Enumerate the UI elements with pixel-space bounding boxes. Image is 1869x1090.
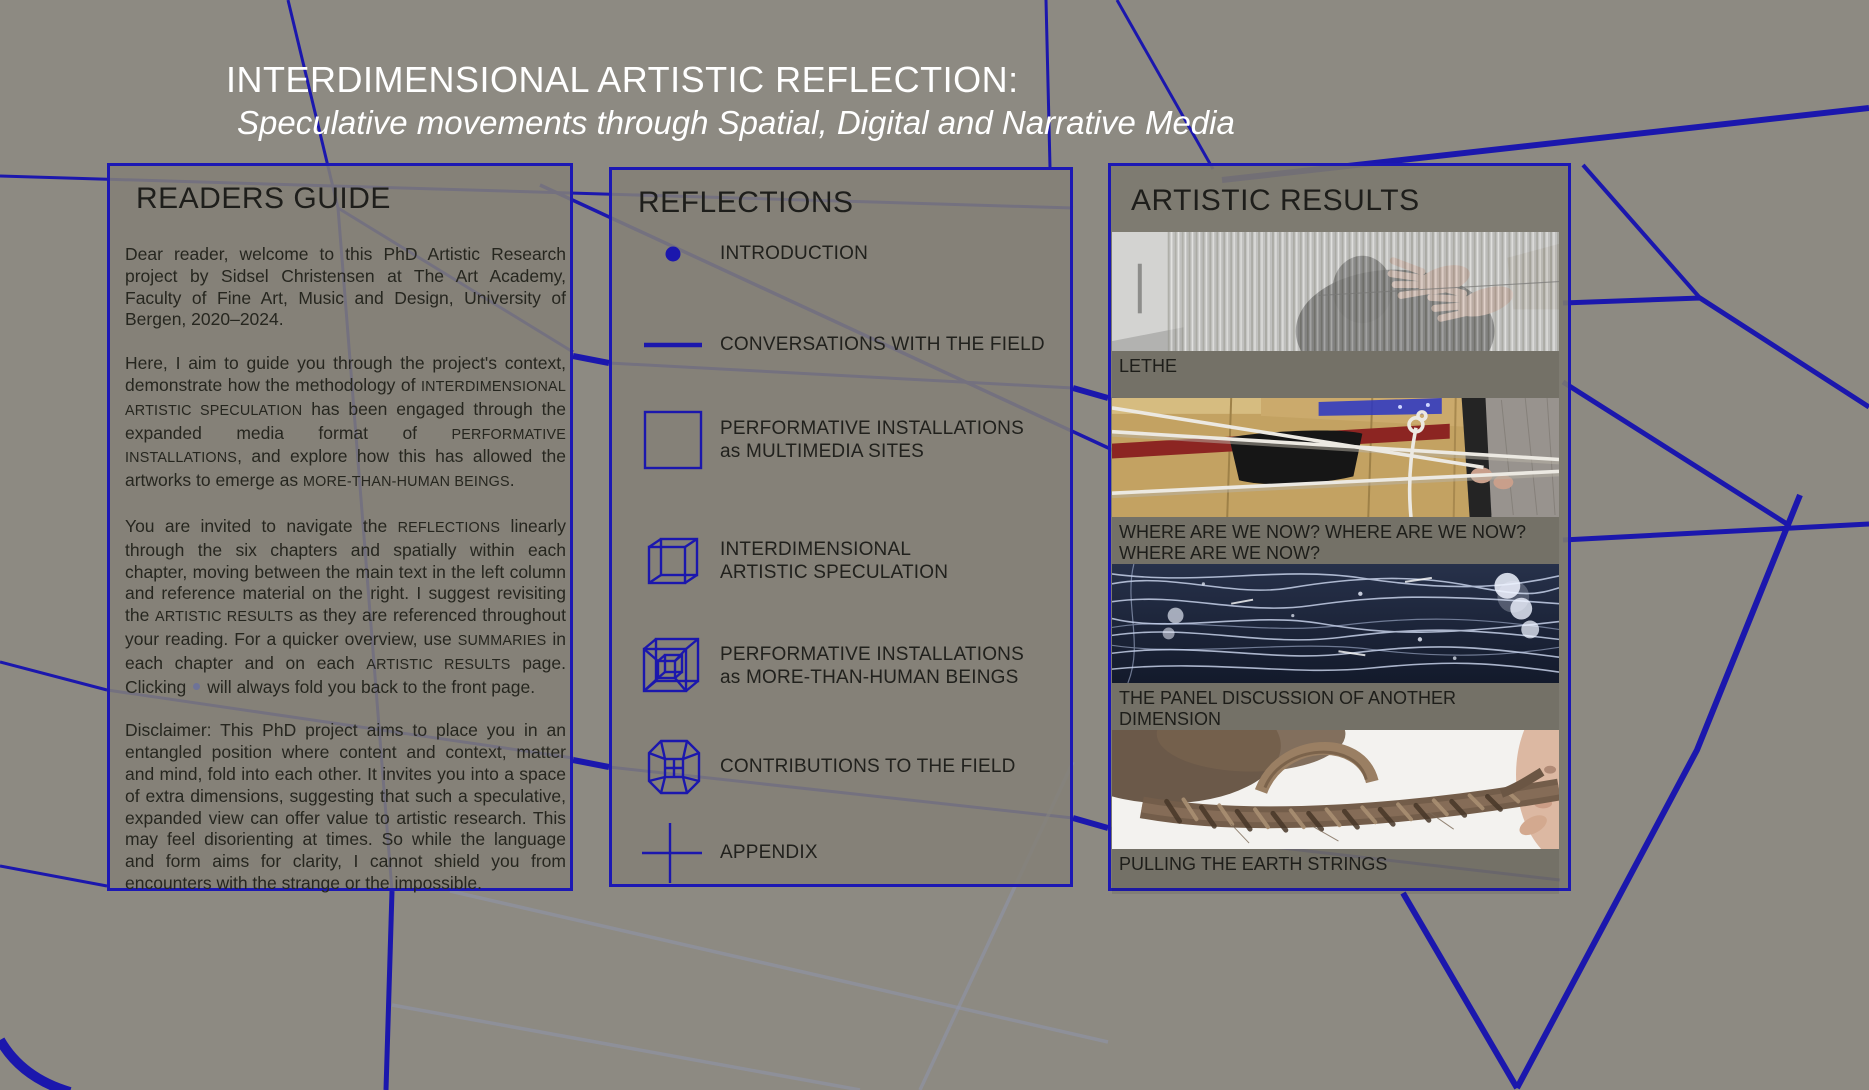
reflections-item-label: PERFORMATIVE INSTALLATIONS as MULTIMEDIA SITES [720,417,1024,462]
result-item-where-are-we-now[interactable] [1111,398,1568,564]
page-subtitle: Speculative movements through Spatial, Digital and Narrative Media [237,104,1235,141]
reflections-item-conversations-with-the-field[interactable] [636,305,1060,385]
result-item-lethe[interactable] [1111,232,1568,398]
page-header [226,58,1235,144]
readers-guide-paragraph-2: Here, I aim to guide you through the project's context, demonstrate how the methodology of INTERDIMENSIONAL ARTISTIC SPECULATION has been engaged through the expanded media format of PERFORMATIVE INSTALLATIONS, and explore how this has allowed the artworks to emerge as MORE-THAN-HUMAN BEINGS. [125,353,567,491]
readers-guide-panel [107,163,573,891]
cube-icon [636,529,710,593]
result-caption-where-are-we-now: WHERE ARE WE NOW? WHERE ARE WE NOW? WHERE ARE WE NOW? [1112,517,1559,564]
lethe-thumbnail[interactable] [1112,232,1559,351]
plus-icon [636,820,710,886]
readers-guide-paragraph-1: Dear reader, welcome to this PhD Artistic Research project by Sidsel Christensen at The Art Academy, Faculty of Fine Art, Music and Design, University of Bergen, 2020–2024. [125,244,566,330]
readers-guide-paragraph-4: Disclaimer: This PhD project aims to place you in an entangled position where content and context, matter and mind, fold into each other. It invites you into a space of extra dimensions, suggesting that such a speculative, expanded view can offer value to artistic research. This may feel disorienting at times. So while the language and form aims for clarity, I cannot shield you from encounters with the strange or the impossible. [125,720,566,893]
artistic-results-panel [1108,163,1571,891]
pulling-the-earth-strings-thumbnail[interactable] [1112,730,1559,849]
point-icon [636,244,710,264]
readers-guide-paragraph-3: You are invited to navigate the REFLECTIONS linearly through the six chapters and spatially within each chapter, moving between the main text in the left column and reference material on the right. I suggest revisiting the ARTISTIC RESULTS as they are referenced throughout your reading. For a quicker overview, use SUMMARIES in each chapter and on each ARTISTIC RESULTS page. Clicking will always fold you back to the front page. [125,515,566,697]
reflections-item-label: CONVERSATIONS WITH THE FIELD [720,334,1045,356]
performer-holding-white-ropes-art [1112,398,1559,517]
result-caption-pulling-the-earth-strings: PULLING THE EARTH STRINGS [1112,849,1559,894]
reflections-item-label: INTERDIMENSIONAL ARTISTIC SPECULATION [720,538,949,583]
reflections-heading: REFLECTIONS [638,186,854,219]
reflections-item-more-than-human-beings[interactable] [636,626,1060,706]
home-dot-icon [193,683,200,690]
page-title: INTERDIMENSIONAL ARTISTIC REFLECTION: [226,59,1019,100]
reflections-item-label: APPENDIX [720,842,818,864]
result-caption-lethe: LETHE [1112,351,1559,398]
panel-discussion-thumbnail[interactable] [1112,564,1559,683]
string-curtain-with-hands-art [1112,232,1559,351]
reflections-item-appendix[interactable] [636,815,1060,887]
where-are-we-now-thumbnail[interactable] [1112,398,1559,517]
reflections-panel [609,167,1073,887]
readers-guide-body [125,244,566,917]
square-icon [636,409,710,471]
result-item-pulling-the-earth-strings[interactable] [1111,730,1568,894]
result-item-panel-discussion[interactable] [1111,564,1568,730]
penteract-icon [636,734,710,800]
reflections-item-introduction[interactable] [636,214,1060,294]
artistic-results-heading: ARTISTIC RESULTS [1131,184,1420,217]
readers-guide-heading: READERS GUIDE [136,182,391,215]
reflections-item-label: PERFORMATIVE INSTALLATIONS as MORE-THAN-HUMAN BEINGS [720,643,1024,688]
reflections-item-multimedia-sites[interactable] [636,400,1060,480]
result-caption-panel-discussion: THE PANEL DISCUSSION OF ANOTHER DIMENSION [1112,683,1559,730]
reflections-item-label: CONTRIBUTIONS TO THE FIELD [720,756,1016,778]
line-icon [636,339,710,351]
tesseract-icon [636,633,710,699]
reflections-item-contributions-to-the-field[interactable] [636,727,1060,807]
braided-rope-and-face-art [1112,730,1559,849]
glowing-fiber-network-art [1112,564,1559,683]
reflections-item-interdimensional-artistic-speculation[interactable] [636,521,1060,601]
reflections-item-label: INTRODUCTION [720,243,869,265]
